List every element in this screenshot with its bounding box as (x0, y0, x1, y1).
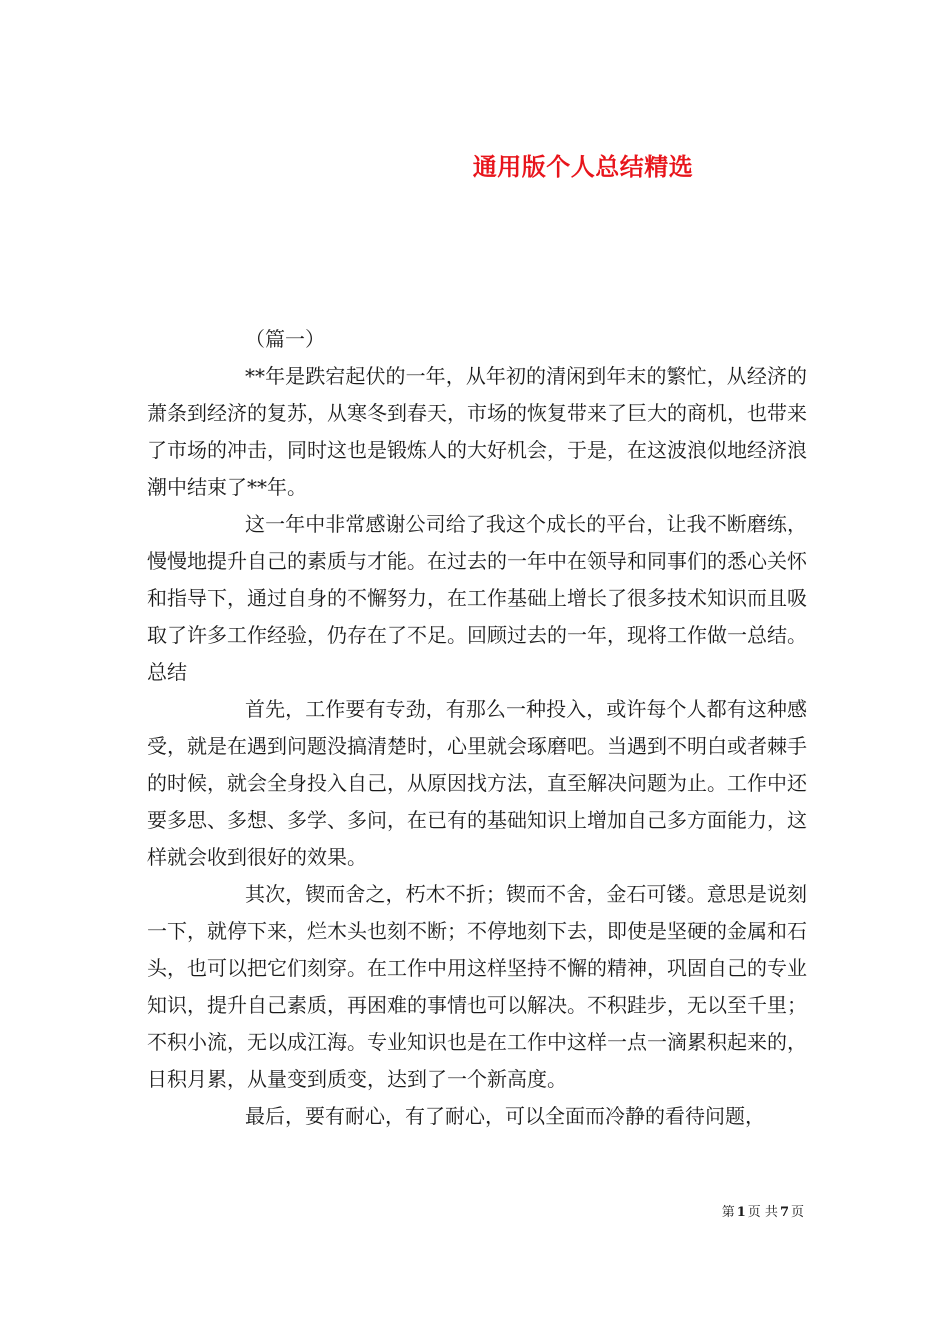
document-body (147, 321, 807, 1135)
footer-suffix: 页 (790, 1205, 804, 1220)
current-page-number: 1 (736, 1205, 746, 1220)
page-footer (722, 1204, 804, 1222)
footer-prefix: 第 (721, 1205, 735, 1220)
paragraph-5: 最后，要有耐心，有了耐心，可以全面而冷静的看待问题， (245, 1104, 765, 1128)
section-label: （篇一） (245, 327, 325, 351)
footer-middle: 页 共 (747, 1205, 778, 1220)
paragraph-2: 这一年中非常感谢公司给了我这个成长的平台，让我不断磨练，慢慢地提升自己的素质与才能。在过去的一年中在领导和同事们的悉心关怀和指导下，通过自身的不懈努力，在工作基础上增长了很多技术知识而且吸取了许多工作经验，仍存在了不足。回顾过去的一年，现将工作做一总结。总结 (147, 512, 807, 684)
total-pages-number: 7 (779, 1205, 789, 1220)
document-title: 通用版个人总结精选 (472, 152, 694, 182)
paragraph-3: 首先，工作要有专劲，有那么一种投入，或许每个人都有这种感受，就是在遇到问题没搞清楚时，心里就会琢磨吧。当遇到不明白或者棘手的时候，就会全身投入自己，从原因找方法，直至解决问题为止。工作中还要多思、多想、多学、多问，在已有的基础知识上增加自己多方面能力，这样就会收到很好的效果。 (147, 697, 807, 869)
paragraph-4: 其次，锲而舍之，朽木不折；锲而不舍，金石可镂。意思是说刻一下，就停下来，烂木头也刻不断；不停地刻下去，即使是坚硬的金属和石头，也可以把它们刻穿。在工作中用这样坚持不懈的精神，巩固自己的专业知识，提升自己素质，再困难的事情也可以解决。不积跬步，无以至千里；不积小流，无以成江海。专业知识也是在工作中这样一点一滴累积起来的，日积月累，从量变到质变，达到了一个新高度。 (147, 882, 807, 1091)
paragraph-1: **年是跌宕起伏的一年，从年初的清闲到年末的繁忙，从经济的萧条到经济的复苏，从寒冬到春天，市场的恢复带来了巨大的商机，也带来了市场的冲击，同时这也是锻炼人的大好机会，于是，在这波浪似地经济浪潮中结束了**年。 (147, 364, 807, 499)
